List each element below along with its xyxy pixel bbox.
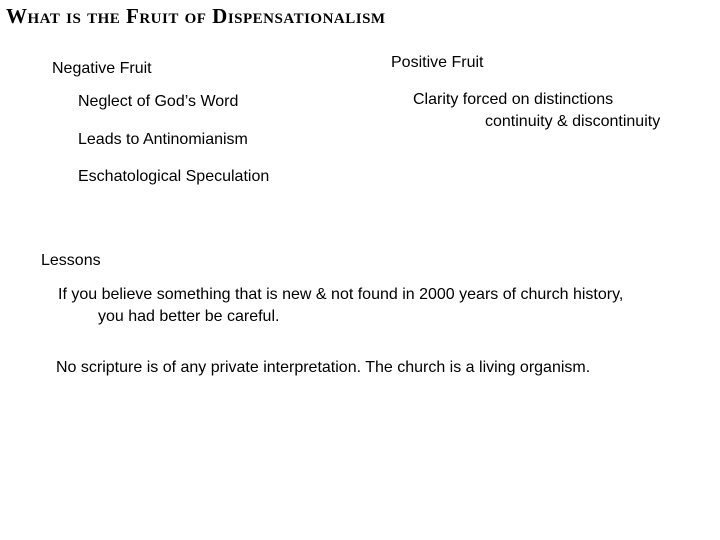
slide-title: What is the Fruit of Dispensationalism	[6, 4, 386, 28]
lesson-item: If you believe something that is new & not found in 2000 years of church history,	[58, 286, 624, 303]
lessons-heading: Lessons	[41, 252, 101, 269]
lesson-item: No scripture is of any private interpretation. The church is a living organism.	[56, 359, 591, 376]
positive-fruit-heading: Positive Fruit	[391, 54, 484, 71]
negative-fruit-item: Leads to Antinomianism	[78, 131, 248, 148]
negative-fruit-heading: Negative Fruit	[52, 60, 152, 77]
negative-fruit-item: Neglect of God’s Word	[78, 93, 239, 110]
positive-fruit-item-continuation: continuity & discontinuity	[485, 113, 661, 130]
negative-fruit-item: Eschatological Speculation	[78, 168, 270, 185]
lesson-item-continuation: you had better be careful.	[98, 308, 280, 325]
positive-fruit-item: Clarity forced on distinctions	[413, 91, 614, 108]
